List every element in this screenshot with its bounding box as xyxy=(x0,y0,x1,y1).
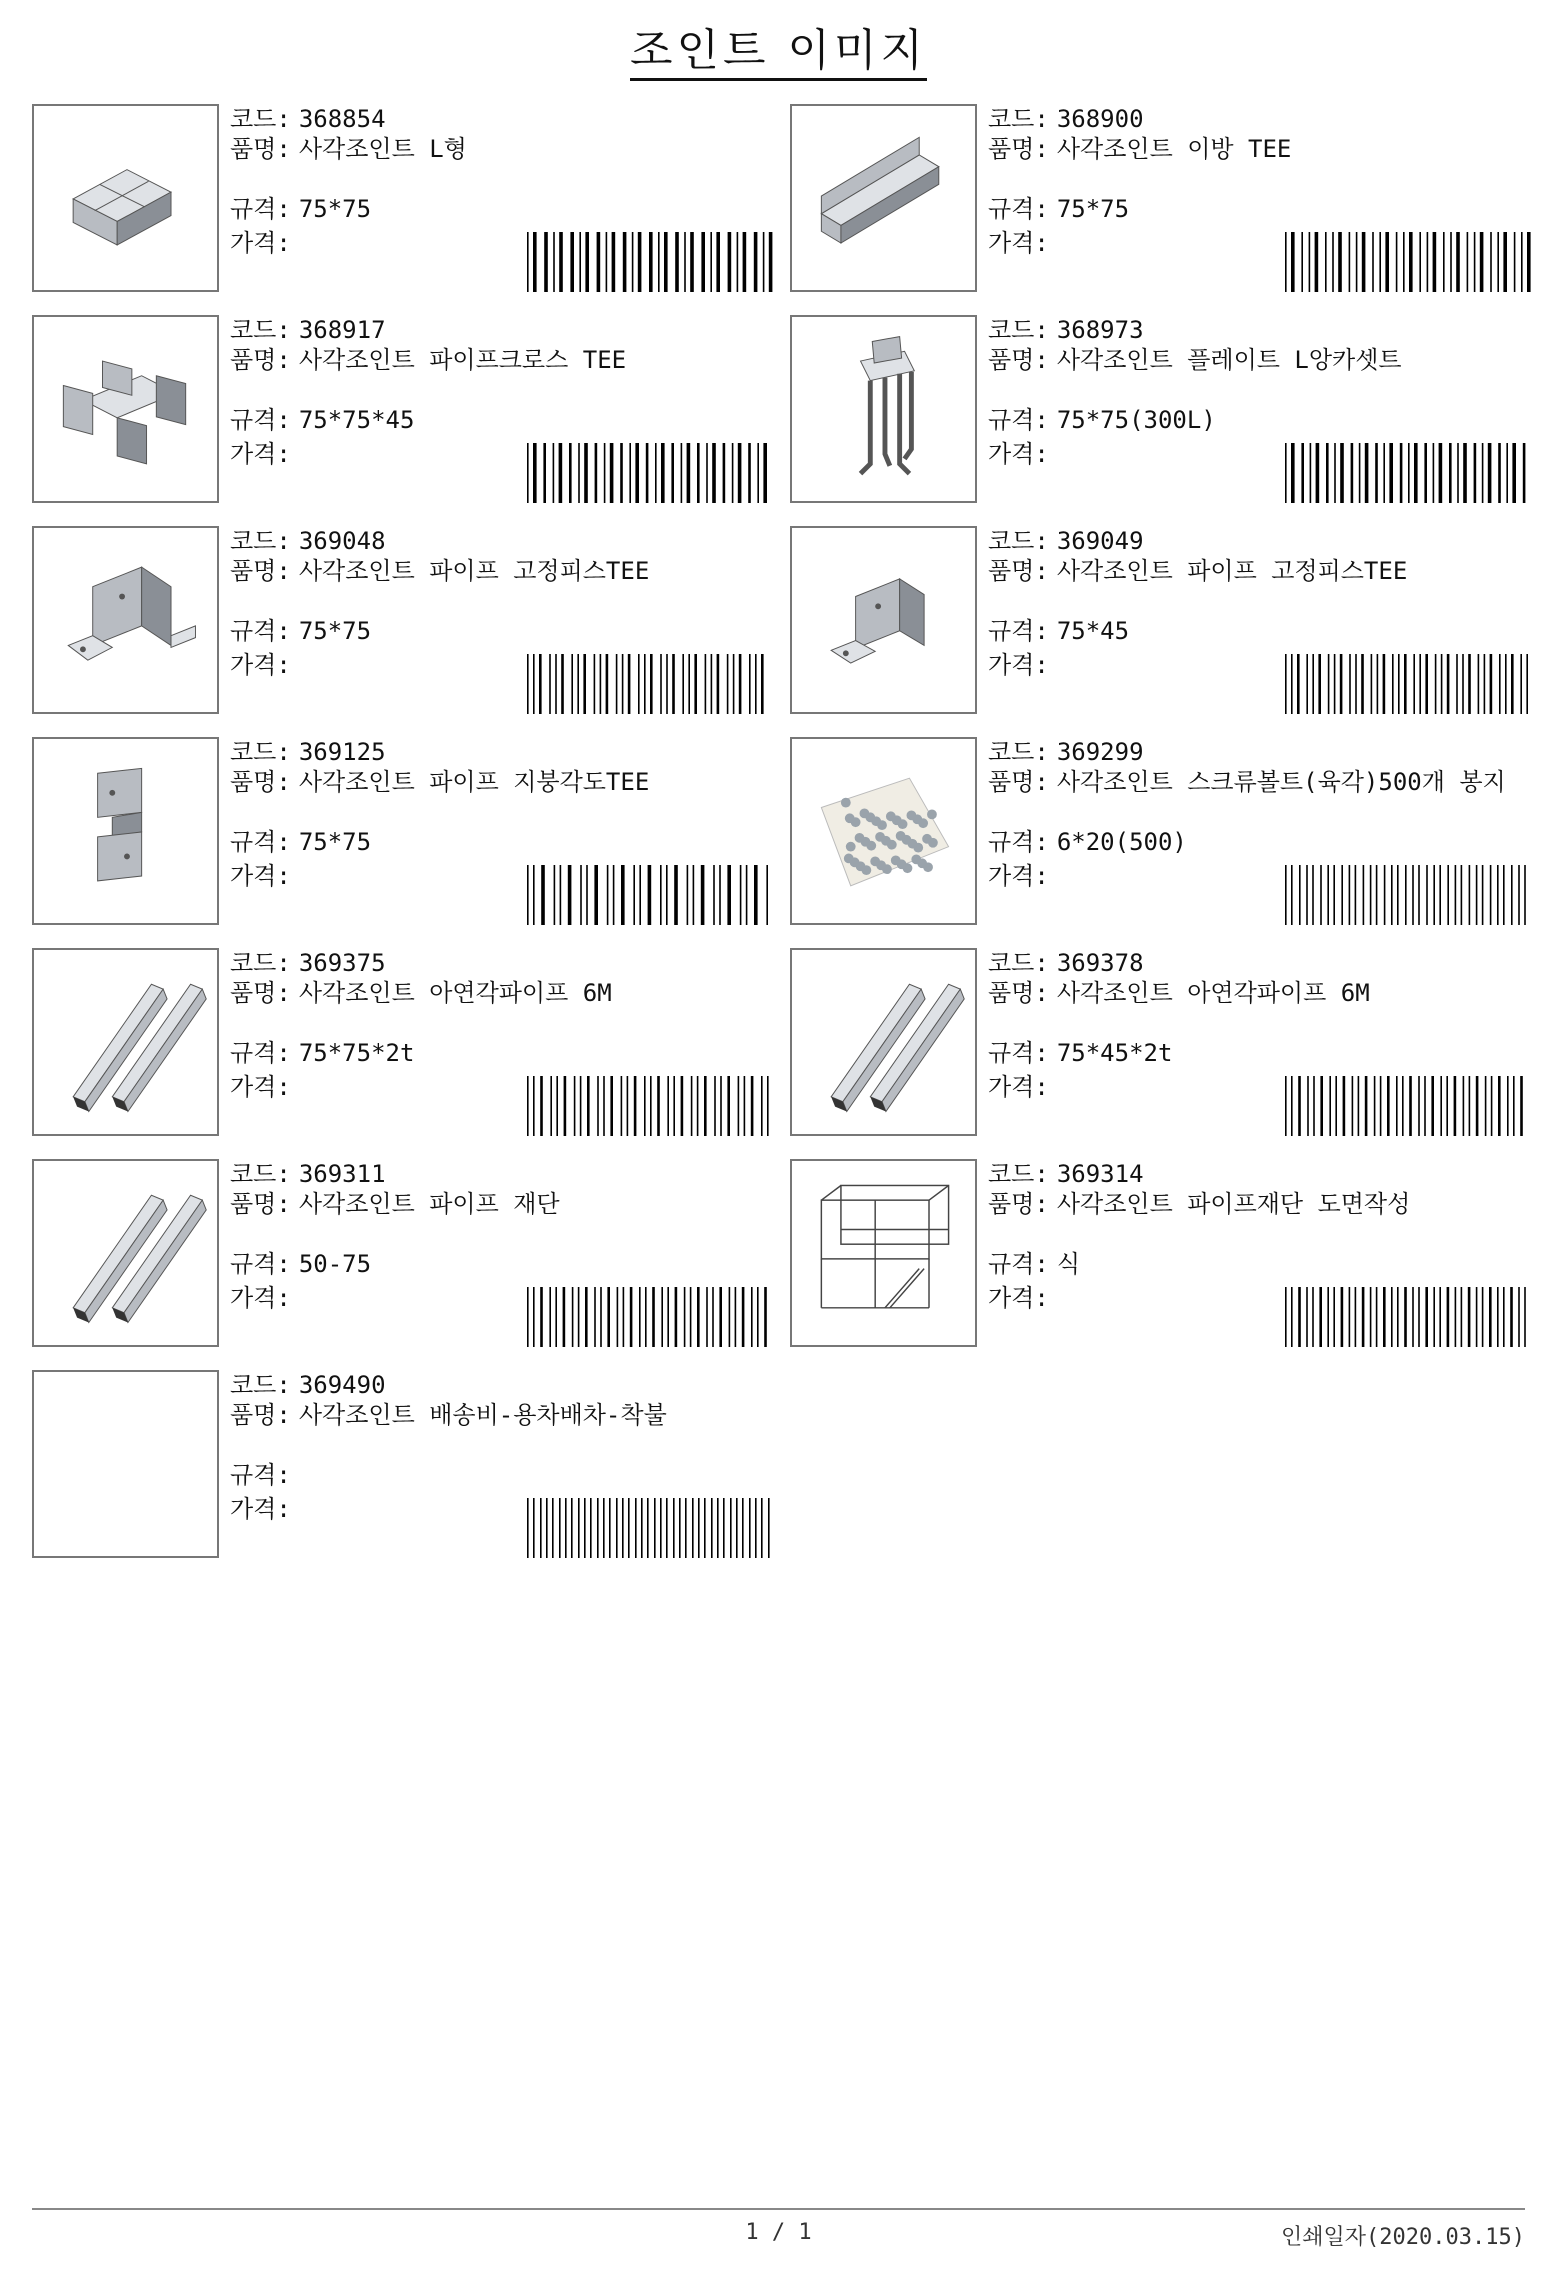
product-card xyxy=(32,1159,777,1351)
product-card xyxy=(32,526,777,718)
code-label: 코드: xyxy=(988,738,1049,766)
code-value: 369125 xyxy=(298,738,386,766)
product-image xyxy=(32,948,219,1136)
spec-label: 규격: xyxy=(988,1039,1049,1067)
product-image xyxy=(790,526,977,714)
product-image xyxy=(32,1159,219,1347)
fixing-tee-small-image xyxy=(792,528,975,712)
spec-value: 75*75*45 xyxy=(298,406,415,434)
code-label: 코드: xyxy=(230,316,291,344)
spec-row xyxy=(988,616,1129,646)
name-row xyxy=(988,556,1557,586)
code-label: 코드: xyxy=(230,105,291,133)
product-card xyxy=(32,948,777,1140)
code-label: 코드: xyxy=(988,949,1049,977)
spec-row xyxy=(230,827,371,857)
product-card xyxy=(790,526,1535,718)
price-row xyxy=(230,228,299,258)
barcode xyxy=(1283,232,1533,292)
price-row xyxy=(988,228,1057,258)
spec-row xyxy=(988,1249,1080,1279)
spec-row xyxy=(230,194,371,224)
code-value: 369378 xyxy=(1056,949,1144,977)
code-label: 코드: xyxy=(988,527,1049,555)
code-label: 코드: xyxy=(230,738,291,766)
price-row xyxy=(988,1072,1057,1102)
roof-angle-tee-image xyxy=(34,739,217,923)
barcode xyxy=(525,654,775,714)
price-label: 가격: xyxy=(230,651,291,679)
spec-label: 규격: xyxy=(230,1461,291,1489)
print-date: 인쇄일자(2020.03.15) xyxy=(1281,2225,1525,2250)
spec-value: 75*75 xyxy=(298,617,372,645)
square-pipes-image xyxy=(34,950,217,1134)
code-row xyxy=(988,526,1144,556)
product-card xyxy=(32,737,777,929)
code-row xyxy=(988,737,1144,767)
product-card xyxy=(32,104,777,296)
page-number: 1 / 1 xyxy=(745,2220,812,2245)
blank-image xyxy=(34,1372,217,1556)
barcode xyxy=(1283,865,1533,925)
name-label: 품명: xyxy=(230,979,291,1007)
price-label: 가격: xyxy=(988,651,1049,679)
code-value: 368973 xyxy=(1056,316,1144,344)
name-value: 사각조인트 배송비-용차배차-착불 xyxy=(298,1401,667,1429)
price-label: 가격: xyxy=(988,1284,1049,1312)
product-card xyxy=(790,104,1535,296)
name-label: 품명: xyxy=(988,768,1049,796)
spec-label: 규격: xyxy=(988,1250,1049,1278)
name-row xyxy=(230,767,809,797)
spec-row xyxy=(230,1249,371,1279)
barcode xyxy=(525,232,775,292)
spec-label: 규격: xyxy=(988,195,1049,223)
spec-label: 규격: xyxy=(230,195,291,223)
spec-row xyxy=(230,616,371,646)
name-value: 사각조인트 파이프 재단 xyxy=(298,1190,560,1218)
u-channel-image xyxy=(792,106,975,290)
code-value: 369375 xyxy=(298,949,386,977)
name-row xyxy=(988,978,1557,1008)
product-card xyxy=(790,315,1535,507)
name-value: 사각조인트 파이프 지붕각도TEE xyxy=(298,768,650,796)
product-image xyxy=(32,104,219,292)
price-label: 가격: xyxy=(988,229,1049,257)
screw-bag-image xyxy=(792,739,975,923)
code-label: 코드: xyxy=(988,1160,1049,1188)
code-row xyxy=(230,737,386,767)
spec-label: 규격: xyxy=(230,828,291,856)
code-label: 코드: xyxy=(230,949,291,977)
price-label: 가격: xyxy=(230,1284,291,1312)
price-row xyxy=(988,1283,1057,1313)
name-value: 사각조인트 아연각파이프 6M xyxy=(298,979,612,1007)
spec-value: 75*75 xyxy=(298,828,372,856)
price-row xyxy=(230,650,299,680)
name-value: 사각조인트 파이프재단 도면작성 xyxy=(1056,1190,1411,1218)
product-image xyxy=(790,1159,977,1347)
name-value: 사각조인트 플레이트 L앙카셋트 xyxy=(1056,346,1402,374)
name-label: 품명: xyxy=(230,768,291,796)
spec-label: 규격: xyxy=(988,406,1049,434)
name-row xyxy=(230,1189,809,1219)
name-row xyxy=(988,134,1557,164)
code-label: 코드: xyxy=(230,1371,291,1399)
spec-row xyxy=(230,1038,414,1068)
price-row xyxy=(230,1494,299,1524)
spec-value: 75*75(300L) xyxy=(1056,406,1216,434)
spec-label: 규격: xyxy=(230,1250,291,1278)
barcode xyxy=(1283,443,1533,503)
code-value: 369299 xyxy=(1056,738,1144,766)
barcode xyxy=(525,865,775,925)
l-bracket-image xyxy=(34,106,217,290)
price-row xyxy=(988,439,1057,469)
fixing-tee-image xyxy=(34,528,217,712)
name-row xyxy=(230,556,809,586)
code-value: 368900 xyxy=(1056,105,1144,133)
price-label: 가격: xyxy=(988,440,1049,468)
product-card xyxy=(32,315,777,507)
code-label: 코드: xyxy=(230,1160,291,1188)
price-row xyxy=(230,1072,299,1102)
code-value: 368854 xyxy=(298,105,386,133)
code-row xyxy=(230,104,386,134)
spec-value: 50-75 xyxy=(298,1250,372,1278)
product-image xyxy=(790,948,977,1136)
spec-row xyxy=(230,405,414,435)
price-label: 가격: xyxy=(988,862,1049,890)
price-label: 가격: xyxy=(230,862,291,890)
spec-value: 75*75 xyxy=(298,195,372,223)
square-pipes-image xyxy=(34,1161,217,1345)
name-row xyxy=(230,1400,809,1430)
product-image xyxy=(32,1370,219,1558)
code-row xyxy=(988,104,1144,134)
code-row xyxy=(988,315,1144,345)
product-image xyxy=(790,104,977,292)
spec-row xyxy=(988,194,1129,224)
spec-value: 식 xyxy=(1056,1250,1081,1278)
price-label: 가격: xyxy=(230,1495,291,1523)
name-label: 품명: xyxy=(988,1190,1049,1218)
price-label: 가격: xyxy=(230,440,291,468)
spec-row xyxy=(988,1038,1172,1068)
name-value: 사각조인트 L형 xyxy=(298,135,467,163)
price-row xyxy=(988,861,1057,891)
name-label: 품명: xyxy=(988,557,1049,585)
footer-divider xyxy=(32,2208,1525,2210)
name-value: 사각조인트 아연각파이프 6M xyxy=(1056,979,1370,1007)
name-label: 품명: xyxy=(988,979,1049,1007)
product-image xyxy=(32,526,219,714)
barcode xyxy=(1283,654,1533,714)
spec-label: 규격: xyxy=(230,406,291,434)
spec-value: 6*20(500) xyxy=(1056,828,1187,856)
name-row xyxy=(230,978,809,1008)
barcode xyxy=(1283,1076,1533,1136)
name-row xyxy=(230,134,809,164)
name-row xyxy=(988,345,1557,375)
code-row xyxy=(988,948,1144,978)
name-value: 사각조인트 스크류볼트(육각)500개 봉지 xyxy=(1056,768,1506,796)
code-row xyxy=(988,1159,1144,1189)
code-label: 코드: xyxy=(988,316,1049,344)
barcode xyxy=(525,1287,775,1347)
code-row xyxy=(230,1370,386,1400)
spec-value: 75*75*2t xyxy=(298,1039,415,1067)
code-value: 369490 xyxy=(298,1371,386,1399)
code-value: 369048 xyxy=(298,527,386,555)
spec-row xyxy=(988,405,1216,435)
name-label: 품명: xyxy=(230,1190,291,1218)
product-image xyxy=(32,315,219,503)
code-row xyxy=(230,948,386,978)
name-label: 품명: xyxy=(230,557,291,585)
price-row xyxy=(230,439,299,469)
name-label: 품명: xyxy=(988,346,1049,374)
square-pipes-image xyxy=(792,950,975,1134)
name-value: 사각조인트 파이프 고정피스TEE xyxy=(1056,557,1408,585)
product-image xyxy=(790,315,977,503)
price-row xyxy=(230,1283,299,1313)
name-value: 사각조인트 파이프크로스 TEE xyxy=(298,346,627,374)
product-card xyxy=(32,1370,777,1562)
name-label: 품명: xyxy=(988,135,1049,163)
cross-bracket-image xyxy=(34,317,217,501)
code-value: 369311 xyxy=(298,1160,386,1188)
code-value: 369314 xyxy=(1056,1160,1144,1188)
spec-label: 규격: xyxy=(230,617,291,645)
name-row xyxy=(230,345,809,375)
code-value: 369049 xyxy=(1056,527,1144,555)
product-card xyxy=(790,1159,1535,1351)
page-title: 조인트 이미지 xyxy=(0,14,1557,78)
price-label: 가격: xyxy=(988,1073,1049,1101)
spec-label: 규격: xyxy=(230,1039,291,1067)
code-row xyxy=(230,1159,386,1189)
name-label: 품명: xyxy=(230,135,291,163)
code-label: 코드: xyxy=(230,527,291,555)
price-label: 가격: xyxy=(230,1073,291,1101)
name-value: 사각조인트 이방 TEE xyxy=(1056,135,1292,163)
barcode xyxy=(525,443,775,503)
code-value: 368917 xyxy=(298,316,386,344)
spec-row xyxy=(988,827,1187,857)
product-image xyxy=(790,737,977,925)
spec-value: 75*45*2t xyxy=(1056,1039,1173,1067)
price-row xyxy=(988,650,1057,680)
name-row xyxy=(988,767,1557,797)
spec-label: 규격: xyxy=(988,617,1049,645)
code-row xyxy=(230,315,386,345)
frame-structure-image xyxy=(792,1161,975,1345)
spec-value: 75*45 xyxy=(1056,617,1130,645)
code-row xyxy=(230,526,386,556)
anchor-set-image xyxy=(792,317,975,501)
spec-value: 75*75 xyxy=(1056,195,1130,223)
name-label: 품명: xyxy=(230,1401,291,1429)
name-value: 사각조인트 파이프 고정피스TEE xyxy=(298,557,650,585)
spec-row xyxy=(230,1460,299,1490)
barcode xyxy=(525,1076,775,1136)
code-label: 코드: xyxy=(988,105,1049,133)
product-card xyxy=(790,948,1535,1140)
price-row xyxy=(230,861,299,891)
spec-label: 규격: xyxy=(988,828,1049,856)
name-label: 품명: xyxy=(230,346,291,374)
name-row xyxy=(988,1189,1557,1219)
barcode xyxy=(1283,1287,1533,1347)
price-label: 가격: xyxy=(230,229,291,257)
barcode xyxy=(525,1498,775,1558)
product-card xyxy=(790,737,1535,929)
product-image xyxy=(32,737,219,925)
